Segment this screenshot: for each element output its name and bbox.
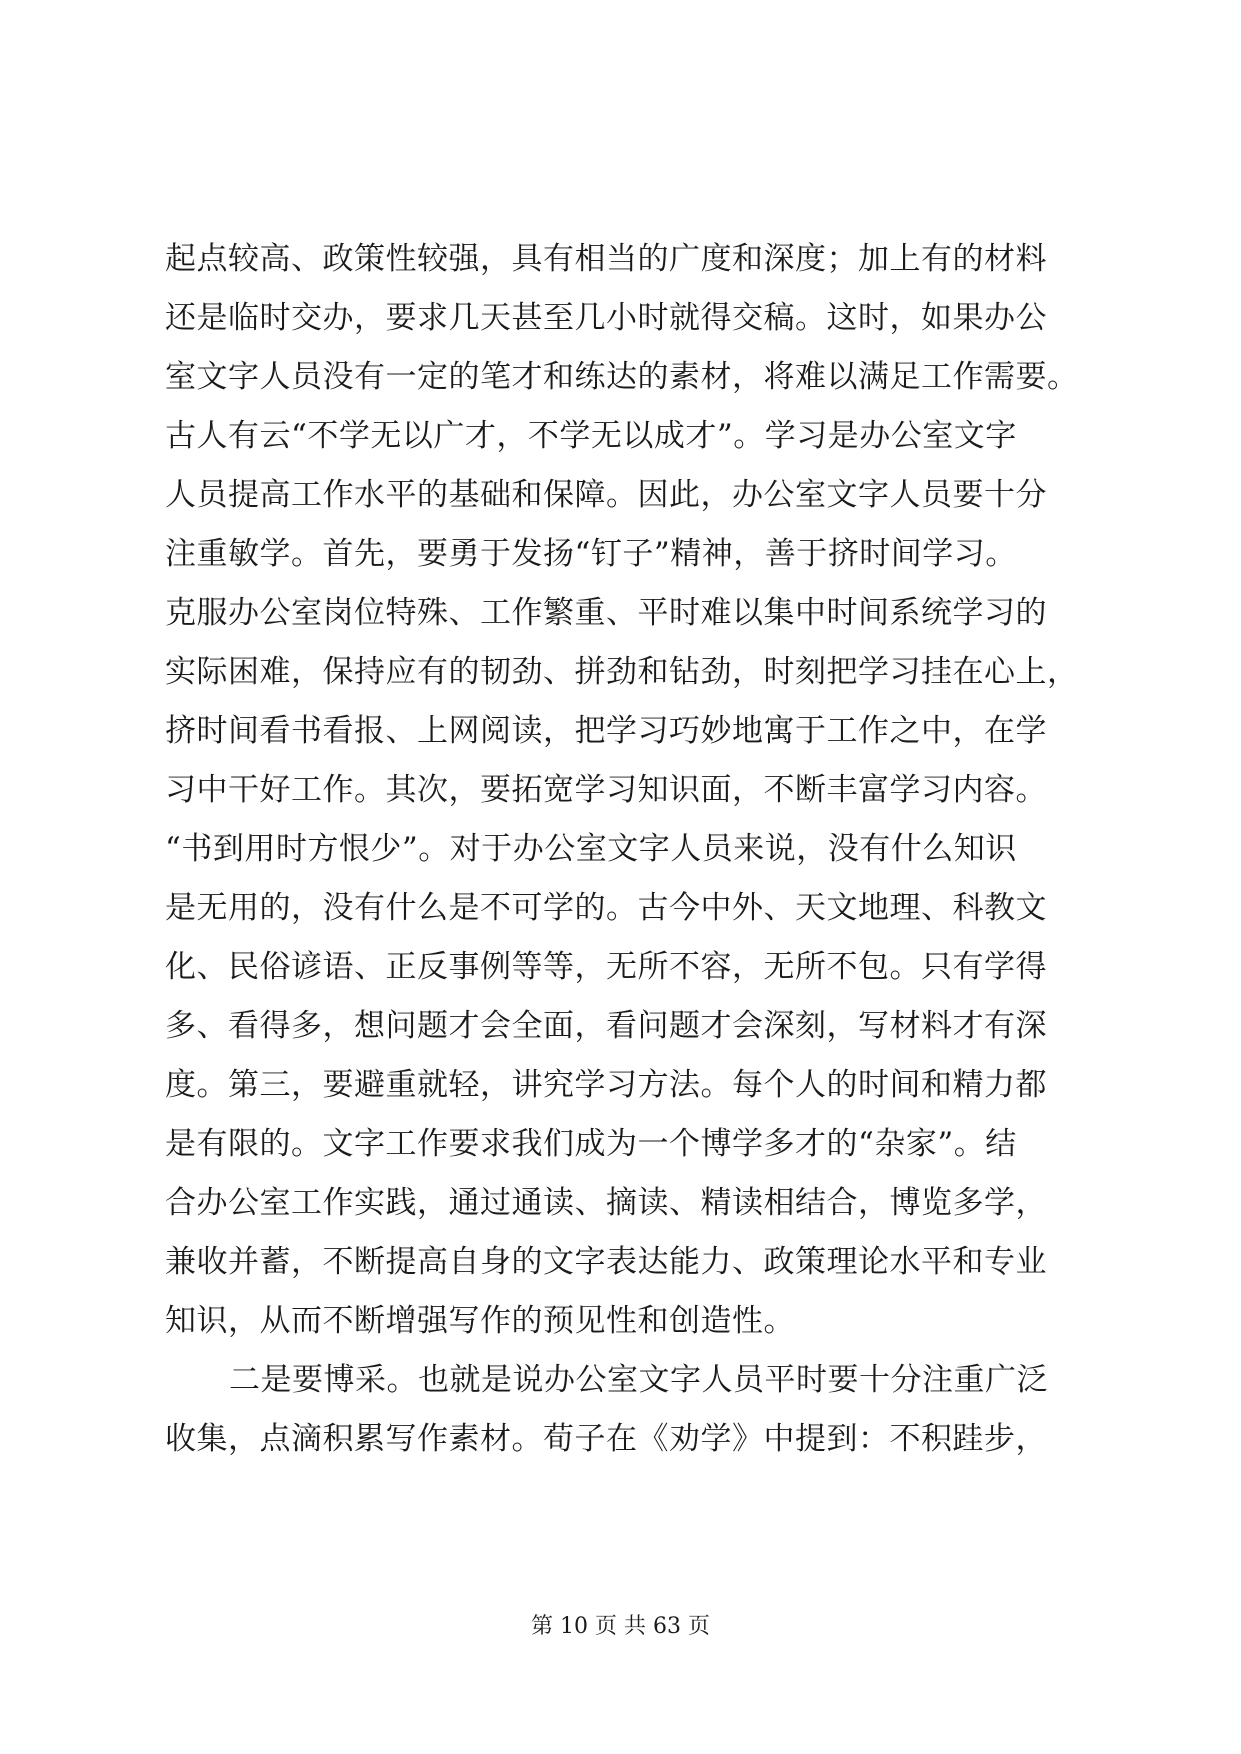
text-line: 兼收并蓄，不断提高自身的文字表达能力、政策理论水平和专业 [165,1244,1047,1280]
document-body [165,230,1125,1469]
page-number-footer: 第 10 页 共 63 页 [531,1614,710,1639]
text-line: 多、看得多，想问题才会全面，看问题才会深刻，写材料才有深 [165,1008,1047,1044]
text-line: 是有限的。文字工作要求我们成为一个博学多才的“杂家”。结 [165,1126,1017,1162]
text-line: 化、民俗谚语、正反事例等等，无所不容，无所不包。只有学得 [165,949,1047,985]
text-line: “书到用时方恨少”。对于办公室文字人员来说，没有什么知识 [165,831,1017,867]
text-line: 合办公室工作实践，通过通读、摘读、精读相结合，博览多学， [165,1185,1047,1221]
text-line: 克服办公室岗位特殊、工作繁重、平时难以集中时间系统学习的 [165,595,1047,631]
text-line: 知识，从而不断增强写作的预见性和创造性。 [165,1303,795,1339]
text-line: 习中干好工作。其次，要拓宽学习知识面，不断丰富学习内容。 [165,772,1047,808]
text-line: 收集，点滴积累写作素材。荀子在《劝学》中提到：不积跬步， [165,1421,1047,1457]
text-line: 人员提高工作水平的基础和保障。因此，办公室文字人员要十分 [165,477,1047,513]
text-line: 度。第三，要避重就轻，讲究学习方法。每个人的时间和精力都 [165,1067,1047,1103]
text-line: 古人有云“不学无以广才，不学无以成才”。学习是办公室文字 [165,418,1017,454]
paragraph-start-line: 二是要博采。也就是说办公室文字人员平时要十分注重广泛 [229,1362,1048,1398]
text-line: 起点较高、政策性较强，具有相当的广度和深度；加上有的材料 [165,241,1047,277]
text-line: 注重敏学。首先，要勇于发扬“钉子”精神，善于挤时间学习。 [165,536,1017,572]
text-line: 还是临时交办，要求几天甚至几小时就得交稿。这时，如果办公 [165,300,1047,336]
text-line: 实际困难，保持应有的韧劲、拼劲和钻劲，时刻把学习挂在心上， [165,654,1079,690]
text-line: 挤时间看书看报、上网阅读，把学习巧妙地寓于工作之中，在学 [165,713,1047,749]
text-line: 是无用的，没有什么是不可学的。古今中外、天文地理、科教文 [165,890,1047,926]
text-line: 室文字人员没有一定的笔才和练达的素材，将难以满足工作需要。 [165,359,1079,395]
